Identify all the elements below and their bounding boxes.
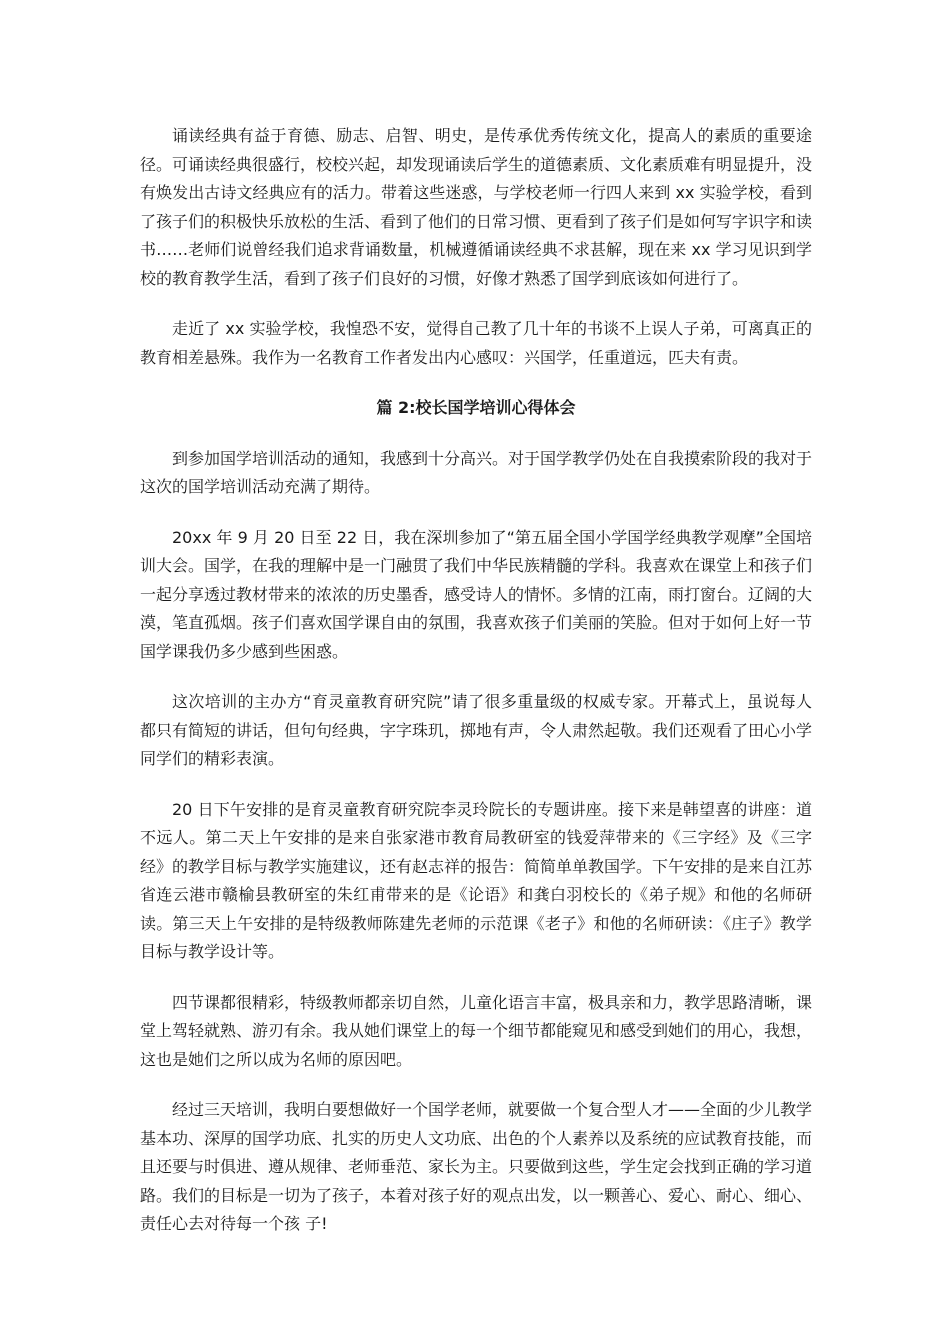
document-body [140,122,812,1261]
paragraph-4: 20xx 年 9 月 20 日至 22 日，我在深圳参加了“第五届全国小学国学经典教学观摩”全国培训大会。国学，在我的理解中是一门融贯了我们中华民族精髓的学科。我喜欢在课堂上和孩子们一起分享透过教材带来的浓浓的历史墨香，感受诗人的情怀。多情的江南，雨打窗台。辽阔的大漠，笔直孤烟。孩子们喜欢国学课自由的氛围，我喜欢孩子们美丽的笑脸。但对于如何上好一节国学课我仍多少感到些困惑。 [140,527,813,661]
paragraph-1: 诵读经典有益于育德、励志、启智、明史，是传承优秀传统文化，提高人的素质的重要途径。可诵读经典很盛行，校校兴起，却发现诵读后学生的道德素质、文化素质难有明显提升，没有焕发出古诗文经典应有的活力。带着这些迷惑，与学校老师一行四人来到 xx 实验学校，看到了孩子们的积极快乐放松的生活、看到了他们的日常习惯、更看到了孩子们是如何写字识字和读书……老师们说曾经我们追求背诵数量，机械遵循诵读经典不求甚解，现在来 xx 学习见识到学校的教育教学生活，看到了孩子们良好的习惯，好像才熟悉了国学到底该如何进行了。 [140,126,813,288]
paragraph-6: 20 日下午安排的是育灵童教育研究院李灵玲院长的专题讲座。接下来是韩望喜的讲座：道不远人。第二天上午安排的是来自张家港市教育局教研室的钱爱萍带来的《三字经》及《三字经》的教学目标与教学实施建议，还有赵志祥的报告：简简单单教国学。下午安排的是来自江苏省连云港市赣榆县教研室的朱红甫带来的是《论语》和龚白羽校长的《弟子规》和他的名师研读。第三天上午安排的是特级教师陈建先老师的示范课《老子》和他的名师研读：《庄子》教学目标与教学设计等。 [140,799,813,961]
paragraph-7: 四节课都很精彩，特级教师都亲切自然，儿童化语言丰富，极具亲和力，教学思路清晰，课堂上驾轻就熟、游刃有余。我从她们课堂上的每一个细节都能窥见和感受到她们的用心，我想，这也是她们之所以成为名师的原因吧。 [140,992,813,1069]
paragraph-8: 经过三天培训，我明白要想做好一个国学老师，就要做一个复合型人才——全面的少儿教学基本功、深厚的国学功底、扎实的历史人文功底、出色的个人素养以及系统的应试教育技能，而且还要与时俱进、遵从规律、老师垂范、家长为主。只要做到这些，学生定会找到正确的学习道路。我们的目标是一切为了孩子，本着对孩子好的观点出发，以一颗善心、爱心、耐心、细心、责任心去对待每一个孩 子! [140,1100,813,1233]
paragraph-3: 到参加国学培训活动的通知，我感到十分高兴。对于国学教学仍处在自我摸索阶段的我对于这次的国学培训活动充满了期待。 [140,448,813,496]
paragraph-5: 这次培训的主办方“育灵童教育研究院”请了很多重量级的权威专家。开幕式上，虽说每人都只有简短的讲话，但句句经典，字字珠玑，掷地有声，令人肃然起敬。我们还观看了田心小学同学们的精彩表演。 [140,692,813,768]
section-heading: 篇 2:校长国学培训心得体会 [376,398,576,417]
paragraph-2: 走近了 xx 实验学校，我惶恐不安，觉得自己教了几十年的书谈不上误人子弟，可离真正的教育相差悬殊。我作为一名教育工作者发出内心感叹：兴国学，任重道远，匹夫有责。 [140,319,812,367]
